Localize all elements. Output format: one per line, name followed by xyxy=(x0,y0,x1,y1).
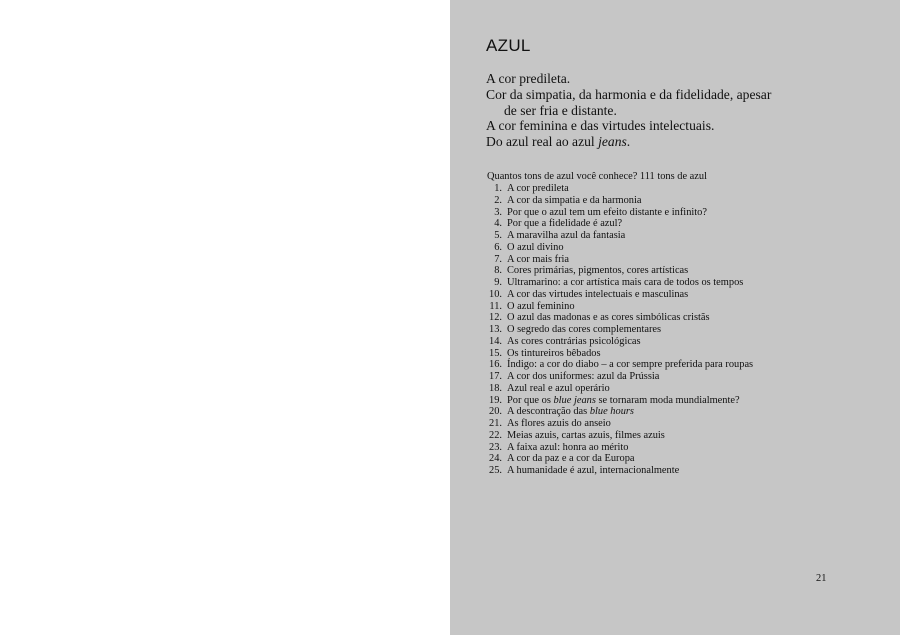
text-segment: . xyxy=(626,134,631,150)
toc-item xyxy=(486,277,753,289)
toc-item-title xyxy=(502,254,569,266)
toc-item xyxy=(486,430,753,442)
toc-item xyxy=(486,312,753,324)
italic-text: blue hours xyxy=(589,406,634,418)
toc-item xyxy=(486,207,753,219)
table-of-contents xyxy=(486,183,753,477)
intro-line xyxy=(486,103,786,119)
text-segment: Por que os xyxy=(507,394,554,406)
toc-item-number: 12. xyxy=(489,312,502,324)
toc-item xyxy=(486,324,753,336)
toc-item-title xyxy=(502,359,753,371)
text-segment: Ultramarino: a cor artística mais cara de todos os tempos xyxy=(507,277,744,288)
toc-item-title xyxy=(502,207,707,219)
toc-item-number: 4. xyxy=(494,218,502,230)
toc-item xyxy=(486,242,753,254)
toc-item-number: 23. xyxy=(489,441,502,453)
toc-item xyxy=(486,195,753,207)
toc-item-number: 8. xyxy=(494,265,502,277)
toc-item-title xyxy=(502,324,661,336)
toc-item-number: 20. xyxy=(489,406,502,418)
text-segment: A cor das virtudes intelectuais e masculinas xyxy=(507,288,689,300)
toc-item-number: 25. xyxy=(489,465,502,476)
toc-item-number: 17. xyxy=(489,371,502,382)
toc-item-title xyxy=(502,301,575,313)
toc-item-title xyxy=(502,336,641,348)
toc-item xyxy=(486,359,753,371)
toc-item xyxy=(486,336,753,348)
toc-item-title xyxy=(502,465,679,477)
toc-item-title xyxy=(502,395,740,407)
toc-item-number: 19. xyxy=(489,394,502,406)
toc-item-title xyxy=(502,312,710,324)
text-segment: O segredo das cores complementares xyxy=(507,324,662,335)
text-segment: A cor predileta xyxy=(507,183,569,194)
toc-item xyxy=(486,265,753,277)
toc-item-title xyxy=(502,195,641,207)
text-segment: O azul das madonas e as cores simbólicas cristãs xyxy=(507,312,710,324)
toc-item xyxy=(486,183,753,195)
toc-item xyxy=(486,230,753,242)
toc-item-title xyxy=(502,242,564,254)
toc-item xyxy=(486,418,753,430)
chapter-intro xyxy=(486,71,786,150)
toc-item-number: 15. xyxy=(489,347,502,359)
text-segment: Meias azuis, cartas azuis, filmes azuis xyxy=(507,429,665,441)
toc-item xyxy=(486,442,753,454)
intro-line xyxy=(486,87,786,103)
toc-item-title xyxy=(502,406,634,418)
toc-item-title xyxy=(502,289,688,301)
intro-line xyxy=(486,118,786,134)
toc-item-number: 7. xyxy=(494,253,502,265)
toc-item-title xyxy=(502,277,743,289)
text-segment: A cor feminina e das virtudes intelectuais. xyxy=(486,118,715,134)
toc-item-number: 14. xyxy=(489,335,502,347)
toc-item xyxy=(486,383,753,395)
chapter-title: AZUL xyxy=(486,36,531,55)
toc-item xyxy=(486,254,753,266)
toc-item-title xyxy=(502,418,611,430)
toc-item xyxy=(486,218,753,230)
text-segment: Do azul real ao azul xyxy=(486,134,599,150)
toc-item-title xyxy=(502,442,628,454)
page-number: 21 xyxy=(816,573,827,584)
italic-text: blue jeans xyxy=(553,394,596,406)
text-segment: A maravilha azul da fantasia xyxy=(507,230,626,241)
toc-item-number: 10. xyxy=(489,288,502,300)
toc-item-number: 16. xyxy=(489,359,502,371)
intro-line xyxy=(486,134,786,150)
text-segment: A descontração das xyxy=(507,406,590,418)
text-segment: A faixa azul: honra ao mérito xyxy=(507,441,629,453)
toc-item-title xyxy=(502,453,635,465)
toc-item xyxy=(486,301,753,313)
right-page xyxy=(450,0,900,635)
text-segment: A cor mais fria xyxy=(507,253,570,265)
text-segment: Os tintureiros bêbados xyxy=(507,347,601,359)
text-segment: Cor da simpatia, da harmonia e da fidelidade, apesar xyxy=(486,86,772,102)
text-segment: Por que a fidelidade é azul? xyxy=(507,218,623,230)
toc-item-number: 6. xyxy=(494,241,502,253)
toc-item-title xyxy=(502,348,601,360)
toc-item-title xyxy=(502,371,659,383)
toc-item xyxy=(486,453,753,465)
toc-item-title xyxy=(502,183,569,195)
toc-item xyxy=(486,395,753,407)
text-segment: O azul divino xyxy=(507,241,564,253)
text-segment: Índigo: a cor do diabo – a cor sempre preferida para roupas xyxy=(507,359,754,371)
toc-item-number: 18. xyxy=(489,382,502,394)
toc-item-number: 21. xyxy=(489,418,502,429)
toc-item xyxy=(486,289,753,301)
toc-item-number: 11. xyxy=(489,300,502,312)
toc-item xyxy=(486,371,753,383)
toc-item-number: 13. xyxy=(489,324,502,335)
toc-item-title xyxy=(502,218,622,230)
text-segment: O azul feminino xyxy=(507,300,575,312)
toc-item-title xyxy=(502,430,665,442)
toc-item-number: 2. xyxy=(494,194,502,206)
toc-item xyxy=(486,465,753,477)
intro-line xyxy=(486,71,786,87)
text-segment: A cor da paz e a cor da Europa xyxy=(507,453,635,465)
toc-item xyxy=(486,406,753,418)
text-segment: A cor predileta. xyxy=(486,71,571,86)
text-segment: Por que o azul tem um efeito distante e infinito? xyxy=(507,206,707,218)
text-segment: Cores primárias, pigmentos, cores artísticas xyxy=(507,265,689,277)
toc-item-title xyxy=(502,265,688,277)
toc-item-number: 5. xyxy=(494,230,502,241)
toc-item xyxy=(486,348,753,360)
toc-item-title xyxy=(502,383,610,395)
toc-item-number: 9. xyxy=(494,277,502,288)
text-segment: de ser fria e distante. xyxy=(504,102,617,118)
italic-text: jeans xyxy=(598,134,627,150)
toc-item-number: 1. xyxy=(494,183,502,194)
text-segment: A cor dos uniformes: azul da Prússia xyxy=(507,371,660,382)
text-segment: As cores contrárias psicológicas xyxy=(507,335,641,347)
text-segment: A humanidade é azul, internacionalmente xyxy=(507,465,680,476)
text-segment: A cor da simpatia e da harmonia xyxy=(507,194,642,206)
text-segment: Azul real e azul operário xyxy=(507,382,610,394)
toc-item-number: 24. xyxy=(489,453,502,465)
toc-item-number: 22. xyxy=(489,429,502,441)
toc-heading: Quantos tons de azul você conhece? 111 tons de azul xyxy=(487,171,707,182)
toc-item-number: 3. xyxy=(494,206,502,218)
text-segment: se tornaram moda mundialmente? xyxy=(595,394,740,406)
text-segment: As flores azuis do anseio xyxy=(507,418,611,429)
toc-item-title xyxy=(502,230,625,242)
